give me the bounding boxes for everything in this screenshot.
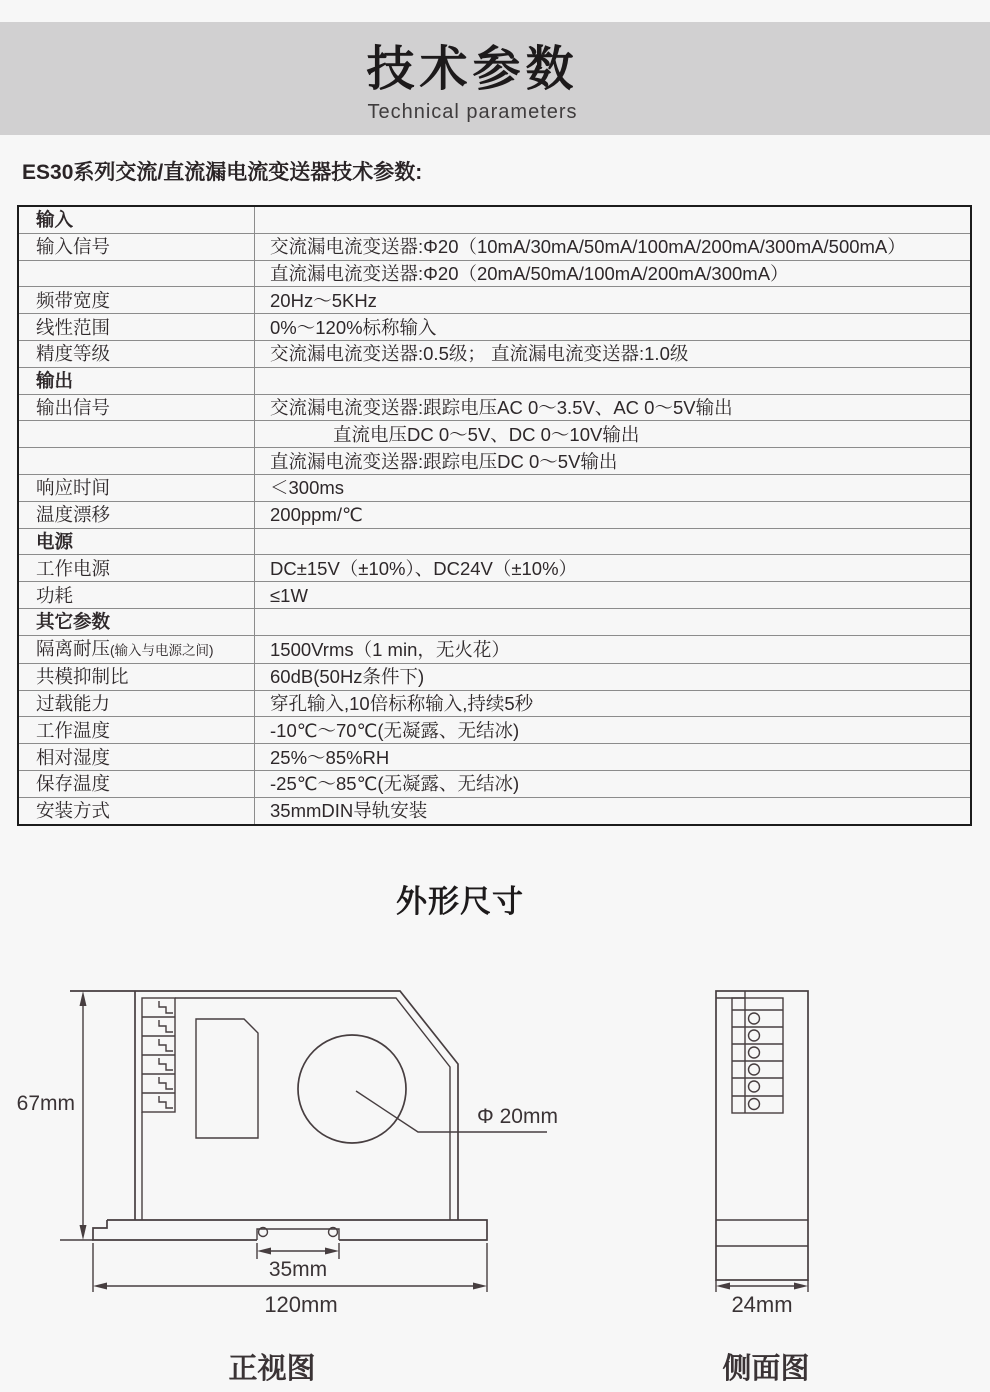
spec-row xyxy=(18,582,971,609)
spec-row xyxy=(18,421,971,448)
spec-value: 直流漏电流变送器:Φ20（20mA/50mA/100mA/200mA/300mA） xyxy=(255,260,972,287)
spec-value: 交流漏电流变送器:Φ20（10mA/30mA/50mA/100mA/200mA/300mA/500mA） xyxy=(255,233,972,260)
spec-row xyxy=(18,340,971,367)
intro-line: ES30系列交流/直流漏电流变送器技术参数: xyxy=(22,161,423,184)
spec-label: 安装方式 xyxy=(18,797,255,824)
spec-value: 直流电压DC 0～5V、DC 0～10V输出 xyxy=(255,421,972,448)
front-view-caption: 正视图 xyxy=(228,1353,316,1385)
header-band xyxy=(0,22,990,135)
spec-label: 响应时间 xyxy=(18,474,255,501)
spec-label: 输入信号 xyxy=(18,233,255,260)
spec-row-section-power xyxy=(18,528,971,555)
spec-row xyxy=(18,717,971,744)
side-width-label: 24mm xyxy=(731,1292,793,1317)
spec-value: 0%～120%标称输入 xyxy=(255,314,972,341)
spec-row xyxy=(18,663,971,690)
spec-label: 共模抑制比 xyxy=(18,663,255,690)
spec-label xyxy=(18,635,255,663)
spec-row xyxy=(18,770,971,797)
front-label-plate xyxy=(196,1019,258,1138)
spec-label xyxy=(18,260,255,287)
side-terminal-block xyxy=(732,998,783,1113)
spec-row-section-output xyxy=(18,367,971,394)
outline-section-title: 外形尺寸 xyxy=(396,884,524,919)
spec-table xyxy=(17,205,972,826)
spec-value: ＜300ms xyxy=(255,474,972,501)
spec-label-note: (输入与电源之间) xyxy=(110,642,214,658)
spec-row xyxy=(18,690,971,717)
spec-value: 交流漏电流变送器:跟踪电压AC 0～3.5V、AC 0～5V输出 xyxy=(255,394,972,421)
front-width-label: 120mm xyxy=(264,1292,338,1317)
spec-label: 过载能力 xyxy=(18,690,255,717)
spec-value: 200ppm/℃ xyxy=(255,501,972,528)
front-view-drawing xyxy=(17,991,558,1385)
side-view-drawing xyxy=(716,991,810,1385)
side-view-caption: 侧面图 xyxy=(722,1353,810,1385)
side-dim-width xyxy=(716,1280,808,1317)
spec-value: ≤1W xyxy=(255,582,972,609)
spec-label xyxy=(18,421,255,448)
front-rail-label: 35mm xyxy=(268,1258,328,1281)
spec-value: 35mmDIN导轨安装 xyxy=(255,797,972,824)
front-hole-label: Φ 20mm xyxy=(477,1105,558,1128)
spec-row xyxy=(18,260,971,287)
dimension-drawings xyxy=(0,952,990,1392)
spec-row-section-input xyxy=(18,206,971,233)
front-dim-height xyxy=(17,991,93,1240)
spec-label: 精度等级 xyxy=(18,340,255,367)
spec-value: 直流漏电流变送器:跟踪电压DC 0～5V输出 xyxy=(255,448,972,475)
spec-value: 交流漏电流变送器:0.5级； 直流漏电流变送器:1.0级 xyxy=(255,340,972,367)
spec-value xyxy=(255,608,972,635)
spec-value xyxy=(255,367,972,394)
spec-value: 穿孔输入,10倍标称输入,持续5秒 xyxy=(255,690,972,717)
spec-row-section-other xyxy=(18,608,971,635)
spec-value: 1500Vrms（1 min，无火花） xyxy=(255,635,972,663)
spec-label: 线性范围 xyxy=(18,314,255,341)
page-title: 技术参数 xyxy=(366,43,579,96)
spec-row xyxy=(18,314,971,341)
spec-label: 输出信号 xyxy=(18,394,255,421)
spec-label xyxy=(18,448,255,475)
spec-row xyxy=(18,448,971,475)
spec-value: 60dB(50Hz条件下) xyxy=(255,663,972,690)
spec-row xyxy=(18,797,971,824)
spec-row xyxy=(18,501,971,528)
spec-label: 温度漂移 xyxy=(18,501,255,528)
spec-row xyxy=(18,287,971,314)
spec-label: 相对湿度 xyxy=(18,744,255,771)
spec-label: 频带宽度 xyxy=(18,287,255,314)
spec-label: 工作温度 xyxy=(18,717,255,744)
spec-label: 功耗 xyxy=(18,582,255,609)
spec-label: 输入 xyxy=(18,206,255,233)
spec-value: 25%～85%RH xyxy=(255,744,972,771)
spec-value: DC±15V（±10%）、DC24V（±10%） xyxy=(255,555,972,582)
page-subtitle: Technical parameters xyxy=(367,101,578,123)
spec-row xyxy=(18,394,971,421)
spec-row xyxy=(18,474,971,501)
spec-label: 保存温度 xyxy=(18,770,255,797)
spec-row xyxy=(18,555,971,582)
spec-label: 电源 xyxy=(18,528,255,555)
front-height-label: 67mm xyxy=(16,1092,75,1115)
spec-row xyxy=(18,635,971,663)
spec-value: 20Hz～5KHz xyxy=(255,287,972,314)
spec-value: -10℃～70℃(无凝露、无结冰) xyxy=(255,717,972,744)
header-band-inner xyxy=(0,22,945,135)
spec-label-main: 隔离耐压 xyxy=(36,637,111,659)
spec-label: 输出 xyxy=(18,367,255,394)
spec-row xyxy=(18,744,971,771)
spec-value: -25℃～85℃(无凝露、无结冰) xyxy=(255,770,972,797)
front-hole-circle xyxy=(298,1035,406,1143)
front-dim-rail xyxy=(257,1243,339,1281)
spec-value xyxy=(255,528,972,555)
spec-label: 其它参数 xyxy=(18,608,255,635)
front-base xyxy=(93,1220,487,1240)
spec-value xyxy=(255,206,972,233)
spec-label: 工作电源 xyxy=(18,555,255,582)
spec-row xyxy=(18,233,971,260)
front-terminal-strip xyxy=(142,998,175,1112)
